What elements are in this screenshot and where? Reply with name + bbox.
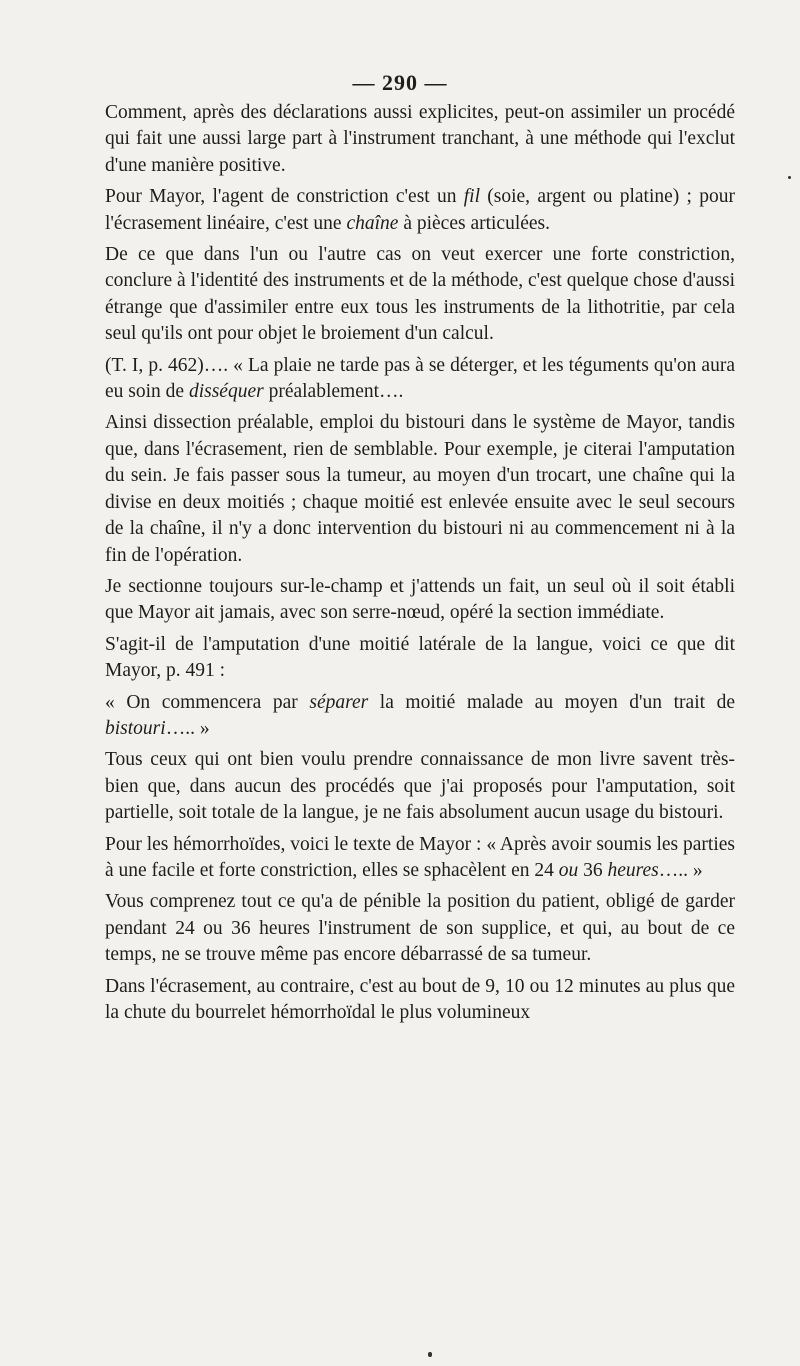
- text-run: préalablement….: [263, 381, 404, 403]
- text-run: Ainsi dissection préalable, emploi du bistouri dans le système de Mayor, tandis que, dans l'écrasement, rien de semblable. Pour exemple, je citerai l'amputation du sein. Je fais passer sous la tumeur, au moyen d'un trocart, une chaîne qui la divise en deux moitiés ; chaque moitié est enlevée ensuite avec le seul secours de la chaîne, il n'y a donc intervention du bistouri ni au commencement ni à la fin de l'opération.: [105, 412, 735, 566]
- paragraph: [105, 889, 735, 968]
- text-run: Vous comprenez tout ce qu'a de pénible la position du patient, obligé de garder pendant 24 ou 36 heures l'instrument de son supplice, et qui, au bout de ce temps, ne se trouve même pas encore débarrassé de sa tumeur.: [105, 891, 735, 966]
- paragraph: [105, 832, 735, 885]
- text-run: (soie, argent ou platine) ; pour l'écrasement linéaire, c'est une: [105, 186, 735, 234]
- text-run: (T. I, p. 462)…. « La plaie ne tarde pas à se déterger, et les téguments qu'on aura eu soin de: [105, 354, 735, 403]
- text-run: Comment, après des déclarations aussi explicites, peut-on assimiler un procédé qui fait une aussi large part à l'instrument tranchant, à une méthode qui l'exclut d'une manière positive.: [105, 102, 735, 176]
- text-run: ….. »: [165, 717, 210, 739]
- italic-text: disséquer: [188, 381, 264, 403]
- ink-speck: [428, 1352, 432, 1357]
- paragraph: [105, 242, 735, 348]
- paragraph: [105, 184, 735, 237]
- text-run: Dans l'écrasement, au contraire, c'est au bout de 9, 10 ou 12 minutes au plus que la chute du bourrelet hémorrhoïdal le plus volumineux: [105, 975, 735, 1023]
- paragraph: [105, 747, 735, 826]
- page-number: — 290 —: [352, 70, 448, 95]
- text-run: S'agit-il de l'amputation d'une moitié latérale de la langue, voici ce que dit Mayor, p. 491 :: [105, 633, 735, 682]
- italic-text: chaîne: [346, 212, 399, 234]
- text-run: Pour Mayor, l'agent de constriction c'est un: [105, 186, 464, 208]
- text-run: Je sectionne toujours sur-le-champ et j'attends un fait, un seul où il soit établi que Mayor ait jamais, avec son serre-nœud, opéré la section immédiate.: [105, 575, 735, 624]
- paragraph: [105, 632, 735, 685]
- italic-text: fil: [463, 186, 481, 208]
- paragraph: [105, 100, 735, 179]
- text-run: Pour les hémorrhoïdes, voici le texte de Mayor : « Après avoir soumis les parties à une facile et forte constriction, elles se sphacèlent en 24: [105, 833, 735, 881]
- text-run: De ce que dans l'un ou l'autre cas on veut exercer une forte constriction, conclure à l'identité des instruments et de la méthode, c'est quelque chose d'aussi étrange que d'assimiler entre eux tous les instruments de la lithotritie, par cela seul qu'ils ont pour objet le broiement d'un calcul.: [105, 244, 735, 345]
- italic-text: heures: [607, 859, 659, 881]
- text-run: la moitié malade au moyen d'un trait de: [368, 691, 735, 713]
- text-run: ….. »: [658, 859, 703, 881]
- ink-speck: [788, 176, 791, 179]
- paragraph: [105, 690, 735, 743]
- paragraph: [105, 974, 735, 1027]
- text-run: Tous ceux qui ont bien voulu prendre connaissance de mon livre savent très-bien que, dans aucun des procédés que j'ai proposés pour l'amputation, soit partielle, soit totale de la langue, je ne fais absolument aucun usage du bistouri.: [105, 749, 735, 824]
- paragraph: [105, 574, 735, 627]
- paragraph: [105, 353, 735, 406]
- body-text: [105, 100, 735, 1031]
- italic-text: séparer: [309, 691, 369, 713]
- text-run: 36: [578, 859, 608, 881]
- paragraph: [105, 410, 735, 568]
- text-run: « On commencera par: [105, 691, 310, 713]
- italic-text: bistouri: [105, 717, 166, 739]
- italic-text: ou: [558, 859, 579, 881]
- text-run: à pièces articulées.: [398, 212, 551, 234]
